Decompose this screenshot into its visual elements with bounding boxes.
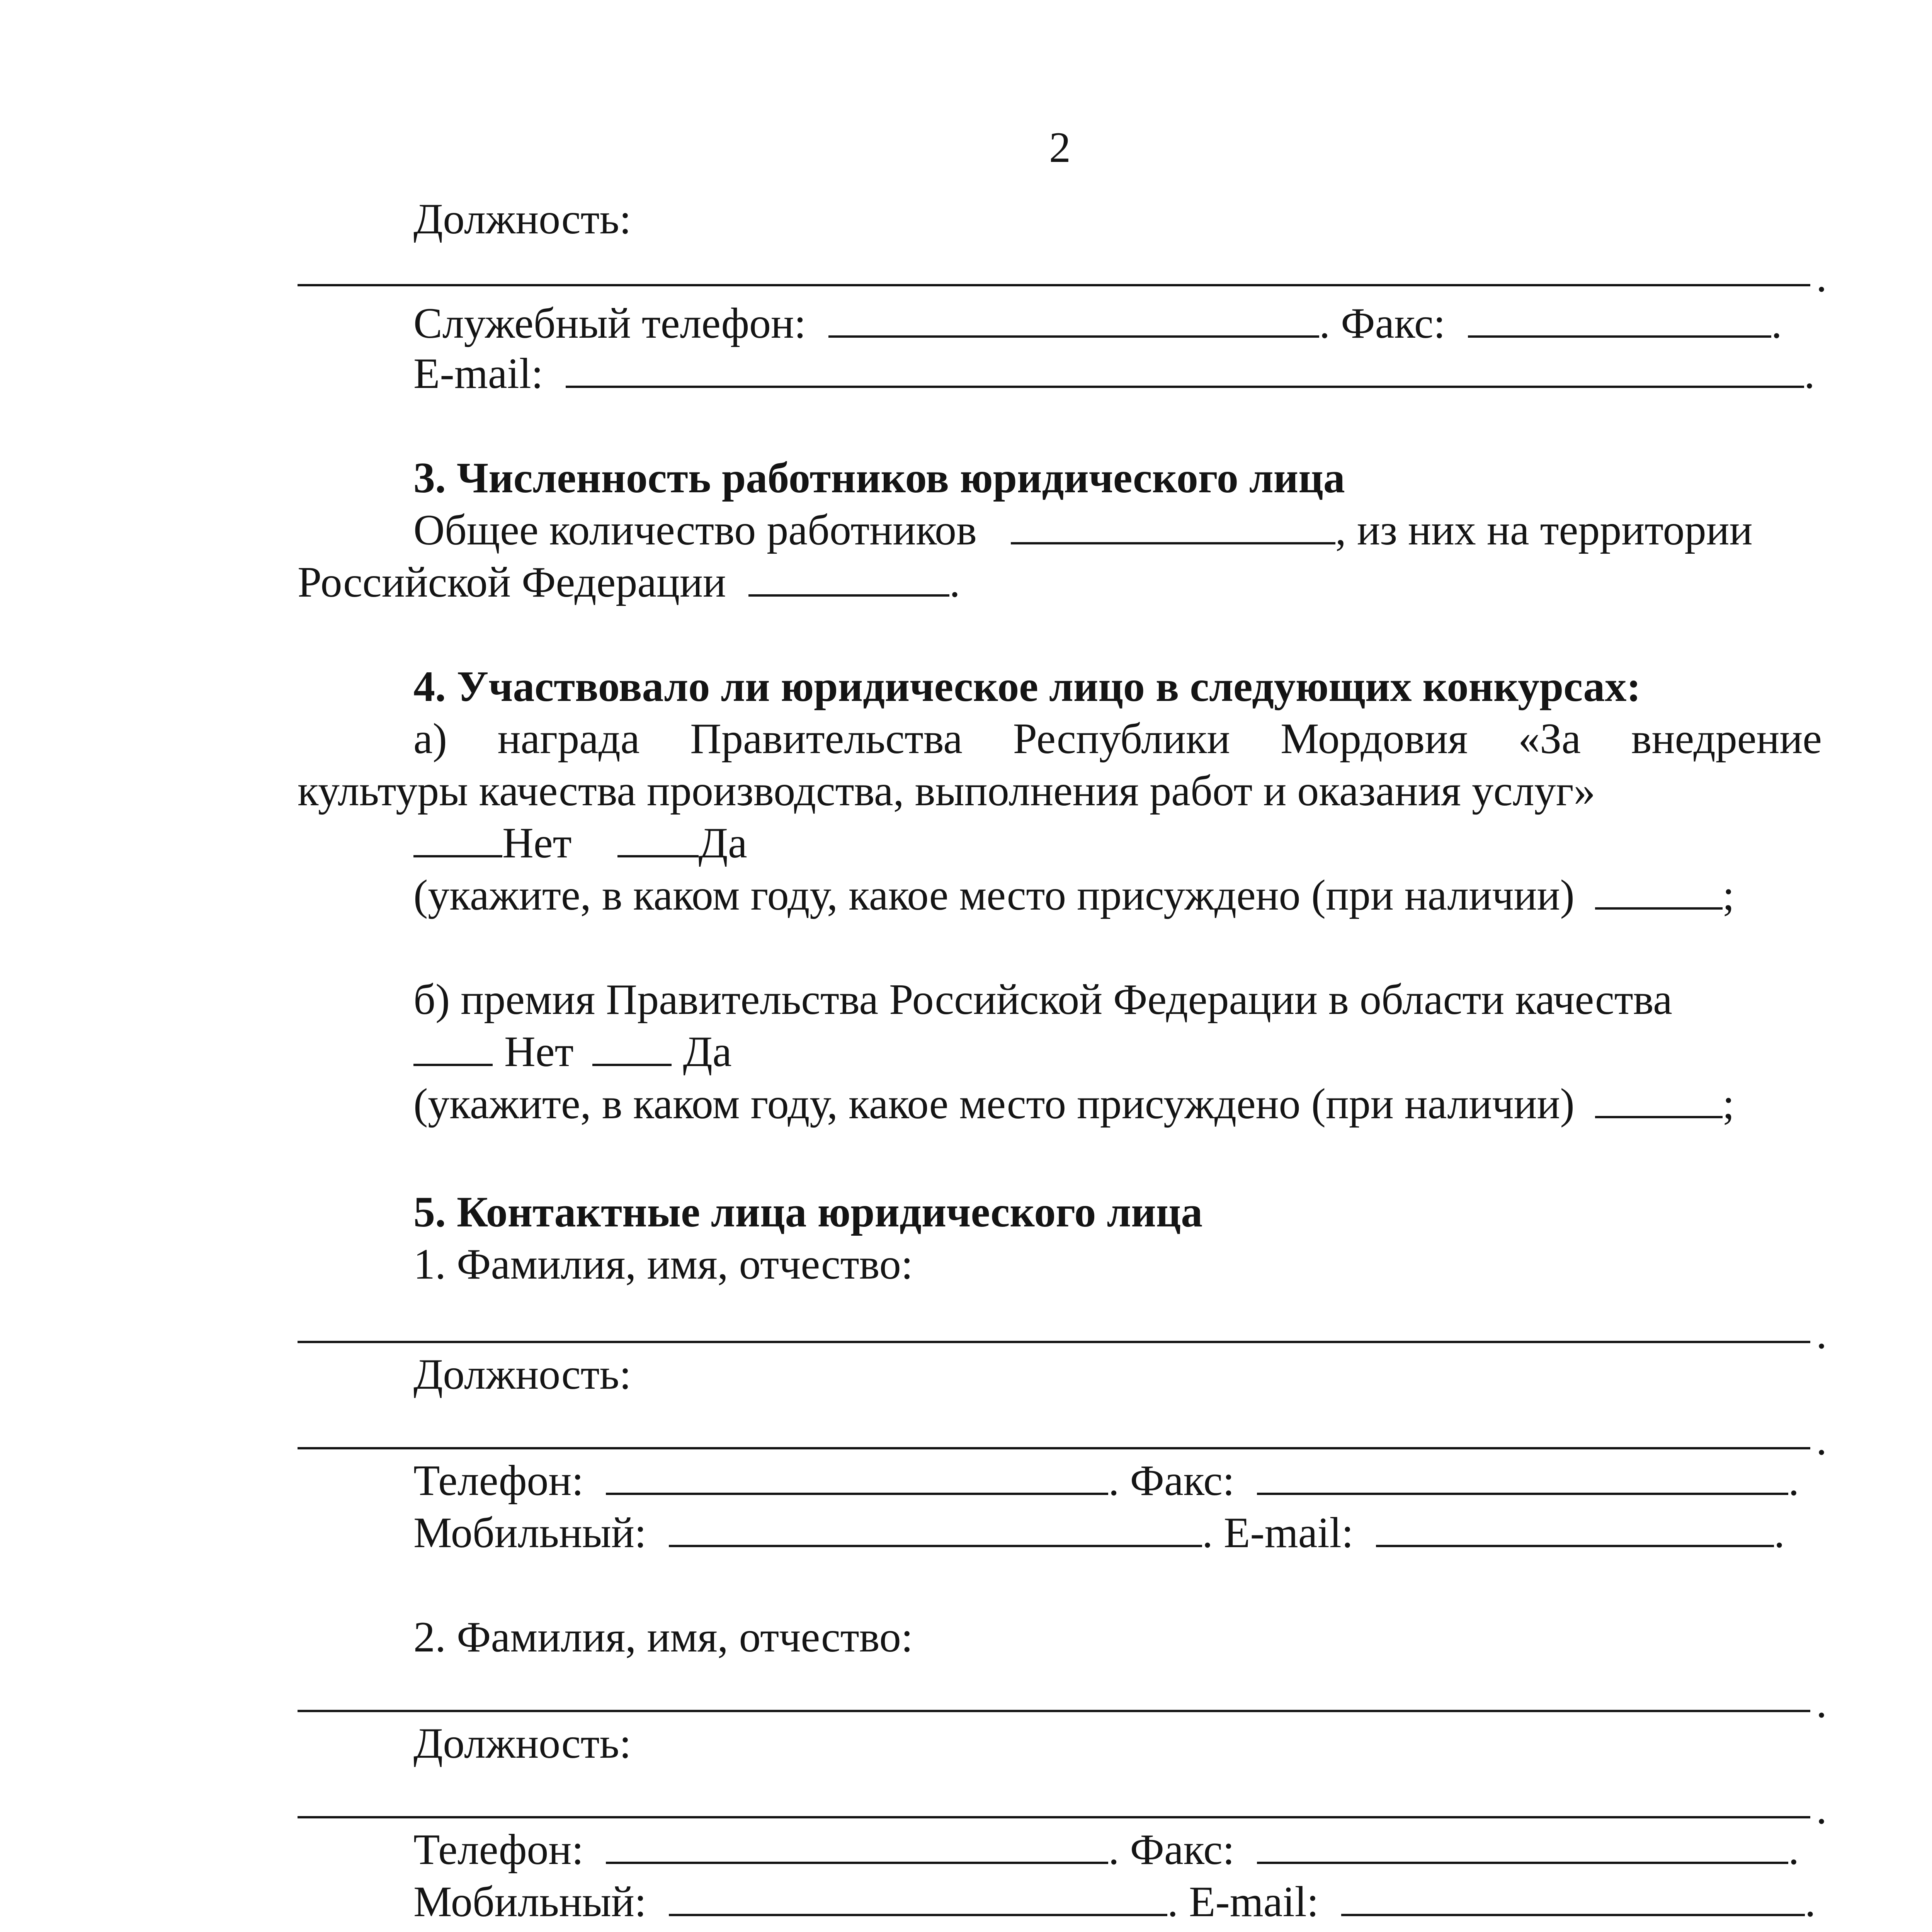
section-5-title: 5. Контактные лица юридического лица [413, 1188, 1203, 1236]
award-b-choice-row [413, 1026, 732, 1079]
person2-email-field[interactable] [1341, 1877, 1805, 1916]
person2-position-field[interactable] [298, 1816, 1810, 1818]
person2-phone-row [413, 1824, 1799, 1877]
award-a-no-field[interactable] [413, 818, 502, 857]
person1-phone-row [413, 1455, 1799, 1508]
award-b-specify-field[interactable] [1595, 1079, 1723, 1118]
award-b-no-field[interactable] [413, 1027, 493, 1066]
position-field[interactable] [298, 284, 1810, 286]
service-phone-field[interactable] [828, 298, 1319, 338]
period: . [1816, 1785, 1827, 1833]
person2-position-label: Должность: [413, 1719, 631, 1767]
semicolon: ; [1722, 871, 1735, 919]
period: . [1788, 1826, 1799, 1874]
email-field[interactable] [566, 349, 1804, 388]
semicolon: ; [1722, 1080, 1735, 1128]
person2-phone-field[interactable] [606, 1825, 1108, 1864]
person1-phone-label: Телефон: [413, 1457, 584, 1505]
russia-label: Российской Федерации [298, 558, 726, 606]
award-a-yes-field[interactable] [617, 818, 699, 857]
person1-position-field[interactable] [298, 1447, 1810, 1449]
award-a-line1: а) награда Правительства Республики Мордовия «За внедрение [413, 715, 1822, 763]
person1-fax-label: . Факс: [1108, 1457, 1235, 1505]
period: . [1816, 253, 1827, 301]
position-label: Должность: [413, 195, 631, 243]
service-phone-label: Служебный телефон: [413, 299, 806, 347]
period: . [1788, 1457, 1799, 1505]
person2-email-label: . E-mail: [1167, 1878, 1319, 1926]
person2-mobile-label: Мобильный: [413, 1878, 646, 1926]
person2-fax-label: . Факс: [1108, 1826, 1235, 1874]
person2-mobile-field[interactable] [669, 1877, 1167, 1916]
service-phone-row [413, 298, 1782, 351]
person2-mobile-row [413, 1876, 1816, 1929]
period: . [1816, 1416, 1827, 1464]
award-a-specify-field[interactable] [1595, 870, 1723, 910]
award-b-yes-field[interactable] [592, 1027, 672, 1066]
person1-fax-field[interactable] [1257, 1456, 1788, 1495]
employees-label-end: , из них на территории [1335, 506, 1753, 554]
person1-name-field[interactable] [298, 1341, 1810, 1343]
award-b-specify-row [413, 1078, 1735, 1131]
section-3-title: 3. Численность работников юридического лица [413, 454, 1345, 502]
award-a-no-label: Нет [502, 819, 572, 867]
person2-name-field[interactable] [298, 1710, 1810, 1712]
person1-position-label: Должность: [413, 1350, 631, 1398]
email-row [413, 348, 1815, 401]
person1-mobile-label: Мобильный: [413, 1509, 646, 1557]
person2-fax-field[interactable] [1257, 1825, 1788, 1864]
period: . [1804, 1878, 1816, 1926]
fax-label: . Факс: [1319, 299, 1446, 347]
period: . [1816, 1679, 1827, 1727]
person2-name-label: 2. Фамилия, имя, отчество: [413, 1613, 913, 1661]
award-a-yes-label: Да [698, 819, 747, 867]
person1-mobile-row [413, 1507, 1785, 1560]
period: . [949, 558, 960, 606]
period: . [1774, 1509, 1785, 1557]
period: . [1816, 1310, 1827, 1358]
award-a-specify-label: (укажите, в каком году, какое место присуждено (при наличии) [413, 871, 1575, 919]
person1-email-field[interactable] [1376, 1508, 1774, 1547]
employees-total-field[interactable] [1011, 505, 1335, 544]
award-b-line: б) премия Правительства Российской Федерации в области качества [413, 976, 1672, 1024]
employees-russia-field[interactable] [748, 557, 949, 597]
person1-name-label: 1. Фамилия, имя, отчество: [413, 1240, 913, 1288]
award-a-specify-row [413, 869, 1735, 923]
person1-mobile-field[interactable] [669, 1508, 1202, 1547]
employees-row [413, 504, 1753, 558]
section-4-title: 4. Участвовало ли юридическое лицо в следующих конкурсах: [413, 663, 1641, 711]
award-a-line2: культуры качества производства, выполнения работ и оказания услуг» [298, 767, 1595, 815]
person1-phone-field[interactable] [606, 1456, 1108, 1495]
period: . [1804, 350, 1815, 398]
person1-email-label: . E-mail: [1202, 1509, 1354, 1557]
email-label: E-mail: [413, 350, 543, 398]
employees-label: Общее количество работников [413, 506, 977, 554]
period: . [1771, 299, 1782, 347]
award-b-specify-label: (укажите, в каком году, какое место присуждено (при наличии) [413, 1080, 1575, 1128]
award-b-yes-label: Да [683, 1028, 732, 1076]
employees-russia-row [298, 556, 960, 610]
award-b-no-label: Нет [504, 1028, 574, 1076]
page-number: 2 [1049, 124, 1071, 172]
person2-phone-label: Телефон: [413, 1826, 584, 1874]
fax-field[interactable] [1468, 298, 1771, 338]
award-a-choice-row [413, 817, 747, 871]
